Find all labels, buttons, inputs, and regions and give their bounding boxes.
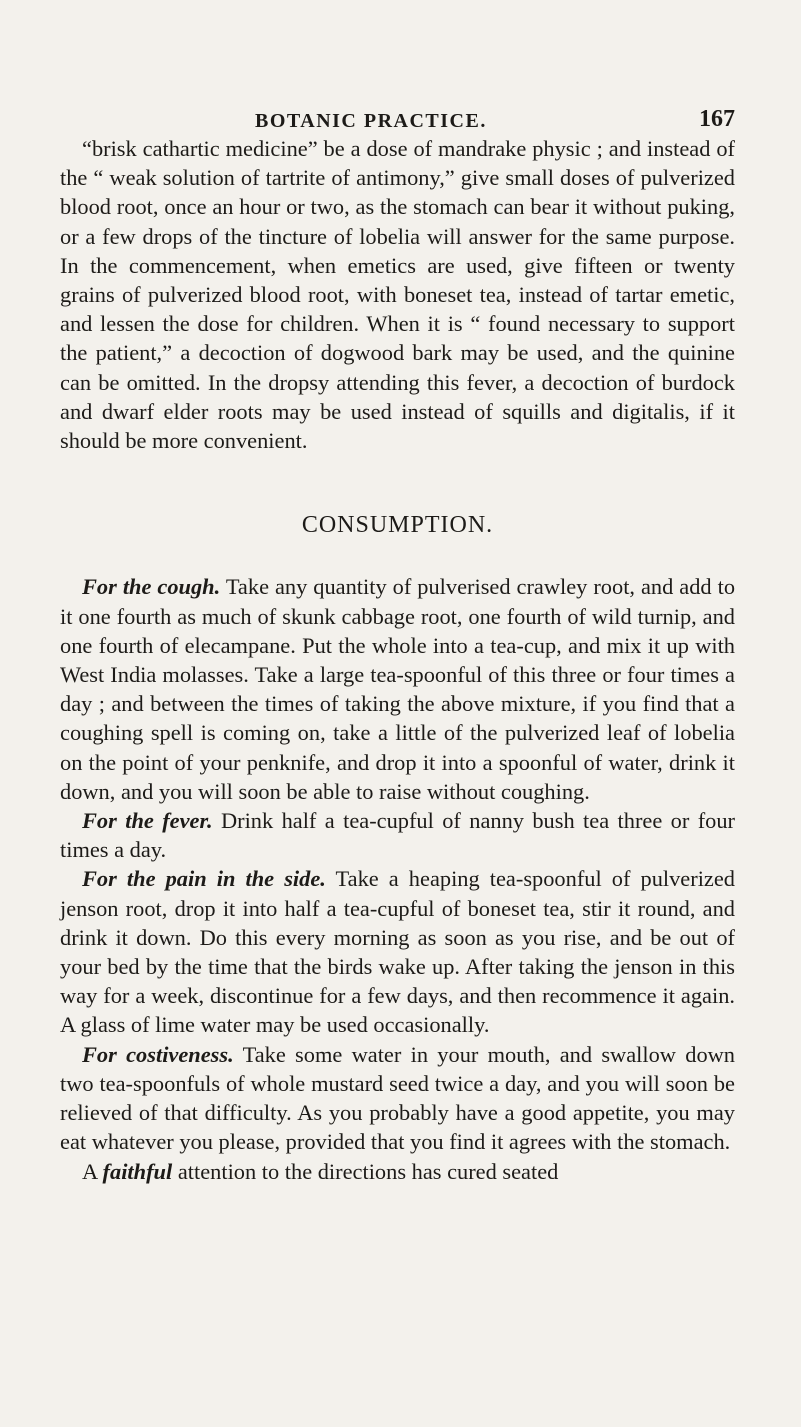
closing-emphasis: faithful bbox=[102, 1158, 173, 1184]
opening-paragraph: “brisk cathartic medicine” be a dose of mandrake physic ; and instead of the “ weak solution of tartrite of antimony,” give small doses of pulverized blood root, once an hour or two, as the stomach can bear it without puking, or a few drops of the tincture of lobelia will answer for the same purpose. In the commencement, when emetics are used, give fifteen or twenty grains of pulverized blood root, with boneset tea, instead of tartar emetic, and lessen the dose for children. When it is “ found necessary to support the patient,” a decoction of dogwood bark may be used, and the quinine can be omitted. In the dropsy attending this fever, a decoction of burdock and dwarf elder roots may be used instead of squills and digitalis, if it should be more convenient. bbox=[60, 136, 735, 454]
page-number: 167 bbox=[699, 106, 735, 132]
paragraph-costiveness bbox=[60, 1040, 735, 1157]
paragraph-text: Drink half a tea-cupful of nanny bush tea three or four times a day. bbox=[60, 808, 735, 863]
paragraph-text: Take any quantity of pulverised crawley root, and add to it one fourth as much of skunk cabbage root, one fourth of wild turnip, and one fourth of elecampane. Put the whole into a tea-cup, and mix it up with West India molasses. Take a large tea-spoonful of this three or four times a day ; and between the times of taking the above mixture, if you find that a coughing spell is coming on, take a little of the pulverized leaf of lobelia on the point of your penknife, and drop it into a spoonful of water, drink it down, and you will soon be able to raise without coughing. bbox=[60, 574, 736, 804]
paragraph-fever bbox=[60, 806, 735, 864]
closing-before: A bbox=[82, 1158, 103, 1184]
closing-line bbox=[60, 1157, 735, 1186]
paragraph-lead: For costiveness. bbox=[82, 1041, 234, 1067]
paragraph-lead: For the cough. bbox=[82, 574, 221, 600]
paragraph-lead: For the pain in the side. bbox=[82, 866, 326, 892]
closing-after: attention to the directions has cured seated bbox=[172, 1158, 559, 1184]
paragraph-text: Take a heaping tea-spoonful of pulverized jenson root, drop it into half a tea-cupful of boneset tea, stir it round, and drink it down. Do this every morning as soon as you rise, and be out of your bed by the time that the birds wake up. After taking the jenson in this way for a week, discontinue for a few days, and then recommence it again. A glass of lime water may be used occasionally. bbox=[60, 866, 735, 1038]
paragraph-cough bbox=[60, 572, 735, 806]
paragraph-lead: For the fever. bbox=[82, 808, 213, 834]
section-heading: CONSUMPTION. bbox=[301, 512, 494, 539]
paragraph-text: Take some water in your mouth, and swallow down two tea-spoonfuls of whole mustard seed twice a day, and you will soon be relieved of that difficulty. As you probably have a good appetite, you may eat whatever you please, provided that you find it agrees with the stomach. bbox=[60, 1041, 736, 1155]
running-head bbox=[60, 104, 735, 134]
running-title: BOTANIC PRACTICE. bbox=[255, 110, 487, 132]
page-body bbox=[60, 134, 735, 1186]
paragraph-pain-in-side bbox=[60, 864, 735, 1039]
